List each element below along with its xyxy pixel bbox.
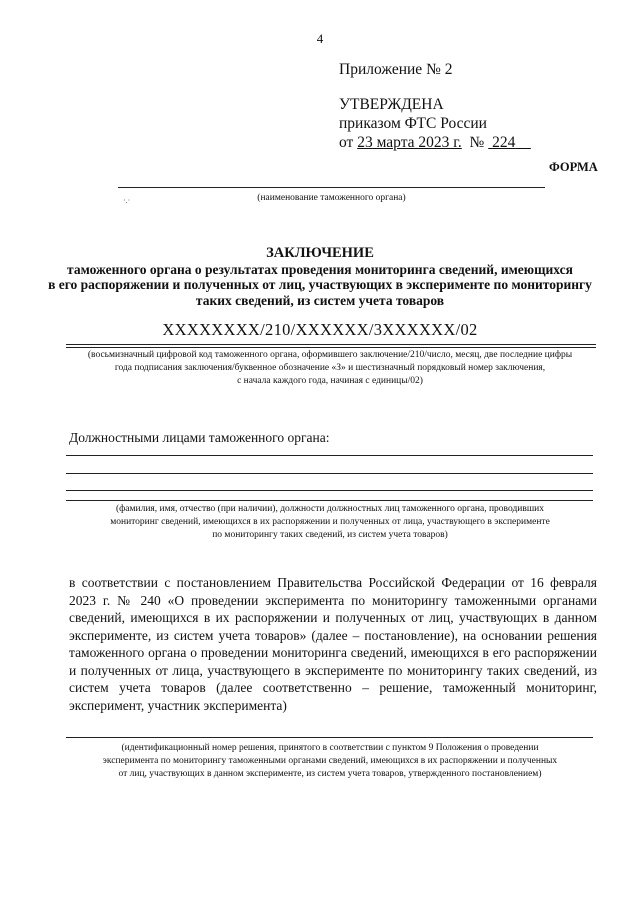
approval-prefix: от: [339, 134, 358, 151]
code-caption-line-2: года подписания заключения/буквенное обозначение «З» и шестизначный порядковый номер заключения,: [114, 363, 546, 373]
decision-caption-line-2: эксперимента по мониторингу таможенными органами сведений, имеющихся в их распоряжении и полученных: [102, 756, 558, 766]
approval-order: приказом ФТС России: [339, 115, 487, 132]
title-line-3: таких сведений, из систем учета товаров: [195, 292, 445, 308]
approval-block: [339, 95, 531, 152]
officials-line-3: [66, 490, 593, 491]
form-label: ФОРМА: [549, 160, 598, 174]
officials-line-2: [66, 473, 593, 474]
document-title: [40, 246, 600, 308]
title-line-2: в его распоряжении и полученных от лиц, участвующих в эксперименте по мониторингу: [48, 277, 592, 292]
code-caption: [40, 349, 620, 388]
approval-number: 224: [492, 134, 516, 151]
approval-number-label: №: [469, 134, 485, 151]
officials-line-1: [66, 455, 593, 456]
title-line-1: таможенного органа о результатах проведения мониторинга сведений, имеющихся: [67, 261, 573, 277]
main-paragraph: в соответствии с постановлением Правительства Российской Федерации от 16 февраля 2023 г. № 240 «О проведении эксперимента по мониторингу таможенными органами сведений, имеющихся в их распоряжении и полученных от лиц, участвующих в данном эксперименте, из систем учета товаров» (далее – постановление), на основании решения таможенного органа о проведении мониторинга сведений, имеющихся в его распоряжении и полученных от лица, участвующего в эксперименте по мониторингу таких сведений, из систем учета товаров (далее соответственно – решение, таможенный мониторинг, эксперимент, участник эксперимента): [69, 575, 597, 713]
code-caption-line-3: с начала каждого года, начиная с единицы/02): [237, 376, 423, 386]
customs-body-line: [118, 187, 545, 188]
approval-status: УТВЕРЖДЕНА: [339, 96, 444, 113]
scan-mark: ·.·: [123, 196, 131, 205]
page-number: 4: [316, 31, 324, 46]
approval-date: 23 марта 2023 г.: [357, 134, 462, 151]
conclusion-code: XXXXXXXX/210/XXXXXX/3XXXXXX/02: [162, 320, 478, 339]
officials-caption: [60, 503, 600, 542]
officials-caption-line-2: мониторинг сведений, имеющихся в их распоряжении и полученных от лица, участвующего в эксперименте: [110, 517, 550, 527]
officials-caption-line-3: по мониторингу таких сведений, из систем учета товаров): [212, 530, 448, 540]
code-caption-line-1: (восьмизначный цифровой код таможенного органа, оформившего заключение/210/число, месяц, две последние цифры: [87, 350, 573, 360]
officials-caption-line-1: (фамилия, имя, отчество (при наличии), должности должностных лиц таможенного органа, проводивших: [115, 504, 545, 514]
code-line-upper: [66, 344, 596, 345]
decision-caption-line-1: (идентификационный номер решения, принятого в соответствии с пунктом 9 Положения о проведении: [121, 743, 539, 753]
decision-caption: [40, 742, 620, 781]
title-heading: ЗАКЛЮЧЕНИЕ: [266, 245, 374, 261]
appendix-label: Приложение № 2: [339, 61, 453, 78]
officials-line-4: [66, 500, 593, 501]
officials-label: Должностными лицами таможенного органа:: [69, 430, 330, 445]
code-line-lower: [66, 347, 596, 348]
approval-date-line: [339, 133, 531, 152]
customs-body-caption: (наименование таможенного органа): [257, 193, 406, 203]
decision-line: [66, 737, 593, 738]
decision-caption-line-3: от лиц, участвующих в данном эксперименте, из систем учета товаров, утвержденного постановлением): [118, 769, 542, 779]
